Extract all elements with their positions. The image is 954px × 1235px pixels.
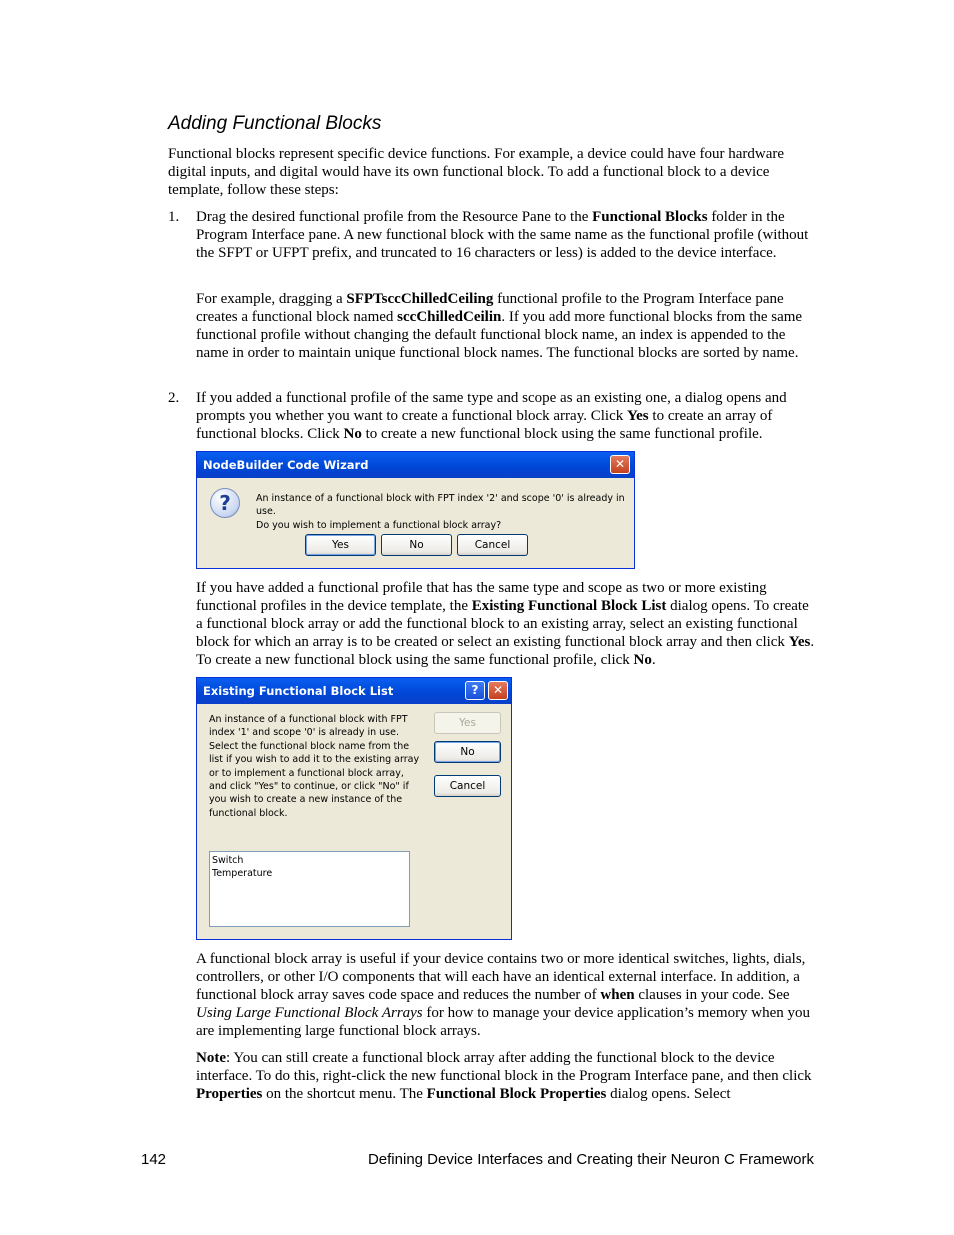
question-icon: ? — [210, 488, 240, 518]
dialog-message: An instance of a functional block with FPT index '1' and scope '0' is already in use. Select the functional block name from the list if you wish to add it to the existing array or to implement a functional block array, and click "Yes" to continue, or click "No" if you wish to create a new instance of the functional block. — [209, 714, 420, 819]
yes-button[interactable]: Yes — [434, 712, 501, 734]
cancel-button[interactable]: Cancel — [457, 534, 528, 556]
close-icon[interactable]: ✕ — [488, 681, 508, 700]
intro-paragraph: Functional blocks represent specific device functions. For example, a device could have four hardware digital inputs, and digital would have its own functional block. To add a functional block to a device template, follow these steps: — [168, 146, 785, 198]
step-number: 2. — [168, 390, 180, 406]
footer-title: Defining Device Interfaces and Creating their Neuron C Framework — [367, 1151, 814, 1168]
functional-block-listbox[interactable] — [209, 851, 410, 927]
array-paragraph: A functional block array is useful if your device contains two or more identical switches, lights, dials, controllers, or other I/O components that will each have an identical external interface. In addition, a functional block array saves code space and reduces the number of when clauses in your code. See Using Large Functional Block Arrays for how to manage your device application’s memory when you are implementing large functional block arrays. — [196, 951, 811, 1039]
list-item[interactable]: Temperature — [212, 868, 273, 880]
dialog-title-bar — [197, 452, 634, 478]
step-number: 1. — [168, 209, 180, 225]
example-paragraph: For example, dragging a SFPTsccChilledCeiling functional profile to the Program Interface pane creates a functional block named sccChilledCeilin. If you add more functional blocks from the same functional profile without changing the default functional block name, an index is appended to the name in order to maintain unique functional block names. The functional blocks are sorted by name. — [196, 291, 803, 361]
no-button[interactable]: No — [381, 534, 452, 556]
page-number: 142 — [141, 1151, 167, 1168]
dialog-title-bar — [197, 678, 511, 704]
cancel-button[interactable]: Cancel — [434, 775, 501, 797]
note-paragraph: Note: You can still create a functional block array after adding the functional block to the device interface. To do this, right-click the new functional block in the Program Interface pane, and then click Properties on the shortcut menu. The Functional Block Properties dialog opens. Select — [196, 1050, 812, 1102]
no-button[interactable]: No — [434, 741, 501, 763]
section-heading: Adding Functional Blocks — [168, 113, 382, 134]
yes-button[interactable]: Yes — [305, 534, 376, 556]
dialog-message: An instance of a functional block with FPT index '2' and scope '0' is already in use. Do you wish to implement a functional block array? — [256, 493, 625, 531]
step-2-paragraph: If you added a functional profile of the same type and scope as an existing one, a dialog opens and prompts you whether you want to create a functional block array. Click Yes to create an array of functional blocks. Click No to create a new functional block using the same functional profile. — [196, 390, 787, 442]
close-icon[interactable]: ✕ — [610, 455, 630, 474]
code-wizard-dialog — [196, 451, 635, 569]
step-1-paragraph: Drag the desired functional profile from the Resource Pane to the Functional Blocks folder in the Program Interface pane. A new functional block with the same name as the functional profile (without the SFPT or UFPT prefix, and truncated to 16 characters or less) is added to the device interface. — [196, 209, 809, 261]
dialog-title: Existing Functional Block List — [203, 684, 394, 698]
dialog-title: NodeBuilder Code Wizard — [203, 458, 369, 472]
existing-list-paragraph: If you have added a functional profile that has the same type and scope as two or more existing functional profiles in the device template, the Existing Functional Block List dialog opens. To create a functional block array or add the functional block to an existing array, select an existing functional block for which an array is to be created or select an existing functional block array and then click Yes. To create a new functional block using the same functional profile, click No. — [196, 580, 815, 668]
list-item[interactable]: Switch — [212, 855, 244, 866]
help-icon[interactable]: ? — [465, 681, 485, 700]
existing-block-list-dialog — [196, 677, 512, 940]
